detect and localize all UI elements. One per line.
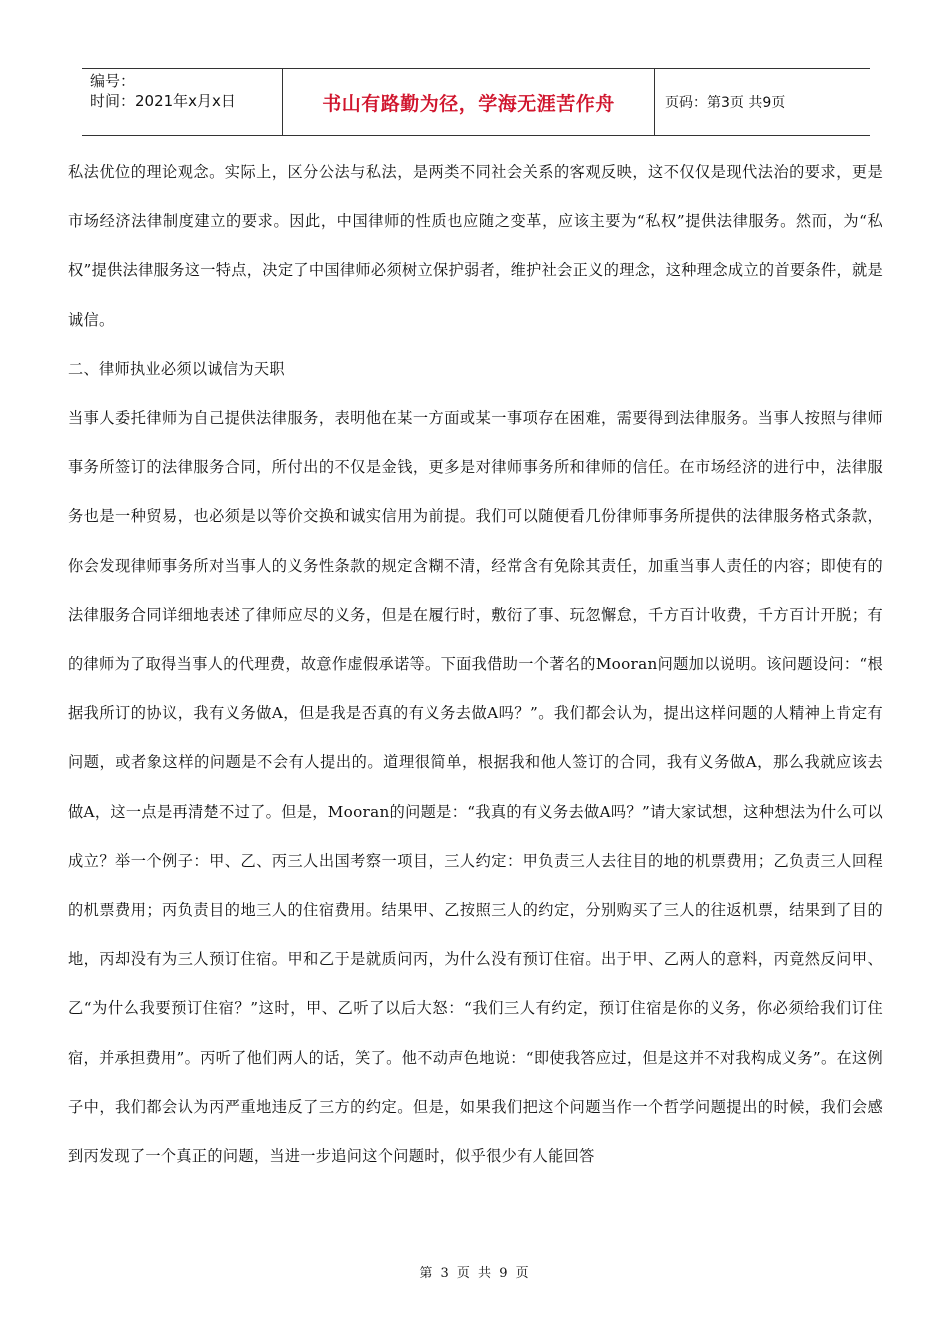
date-text: 时间：2021年x月x日 — [90, 92, 236, 110]
page-footer: 第 3 页 共 9 页 — [419, 1266, 531, 1281]
header-page-code: 页码：第3页 共9页 — [665, 95, 786, 111]
body-paragraph: 私法优位的理论观念。实际上，区分公法与私法，是两类不同社会关系的客观反映，这不仅仅是现代法治的要求，更是市场经济法律制度建立的要求。因此，中国律师的性质也应随之变革，应该主要为“私权”提供法律服务。然而，为“私权”提供法律服务这一特点，决定了中国律师必须树立保护弱者，维护社会正义的理念，这种理念成立的首要条件，就是诚信。 — [68, 163, 883, 329]
body-paragraph: 当事人委托律师为自己提供法律服务，表明他在某一方面或某一事项存在困难，需要得到法律服务。当事人按照与律师事务所签订的法律服务合同，所付出的不仅是金钱，更多是对律师事务所和律师的信任。在市场经济的进行中，法律服务也是一种贸易，也必须是以等价交换和诚实信用为前提。我们可以随便看几份律师事务所提供的法律服务格式条款，你会发现律师事务所对当事人的义务性条款的规定含糊不清，经常含有免除其责任，加重当事人责任的内容；即使有的法律服务合同详细地表述了律师应尽的义务，但是在履行时，敷衍了事、玩忽懈怠，千方百计收费，千方百计开脱；有的律师为了取得当事人的代理费，故意作虚假承诺等。下面我借助一个著名的Mooran问题加以说明。该问题设问：“根据我所订的协议，我有义务做A，但是我是否真的有义务去做A吗？”。我们都会认为，提出这样问题的人精神上肯定有问题，或者象这样的问题是不会有人提出的。道理很简单，根据我和他人签订的合同，我有义务做A，那么我就应该去做A，这一点是再清楚不过了。但是，Mooran的问题是：“我真的有义务去做A吗？”请大家试想，这种想法为什么可以成立？举一个例子：甲、乙、丙三人出国考察一项目，三人约定：甲负责三人去往目的地的机票费用；乙负责三人回程的机票费用；丙负责目的地三人的住宿费用。结果甲、乙按照三人的约定，分别购买了三人的往返机票，结果到了目的地，丙却没有为三人预订住宿。甲和乙于是就质问丙，为什么没有预订住宿。出于甲、乙两人的意料，丙竟然反问甲、乙“为什么我要预订住宿？”这时，甲、乙听了以后大怒：“我们三人有约定，预订住宿是你的义务，你必须给我们订住宿，并承担费用”。丙听了他们两人的话，笑了。他不动声色地说：“即使我答应过，但是这并不对我构成义务”。在这例子中，我们都会认为丙严重地违反了三方的约定。但是，如果我们把这个问题当作一个哲学问题提出的时候，我们会感到丙发现了一个真正的问题，当进一步追问这个问题时，似乎很少有人能回答 — [68, 409, 883, 1166]
header-motto: 书山有路勤为径，学海无涯苦作舟 — [282, 69, 655, 135]
header-meta — [82, 69, 282, 135]
page-header — [82, 68, 870, 136]
serial-number-label: 编号： — [90, 72, 136, 90]
section-heading: 二、律师执业必须以诚信为天职 — [68, 359, 285, 378]
document-body — [68, 148, 883, 1181]
